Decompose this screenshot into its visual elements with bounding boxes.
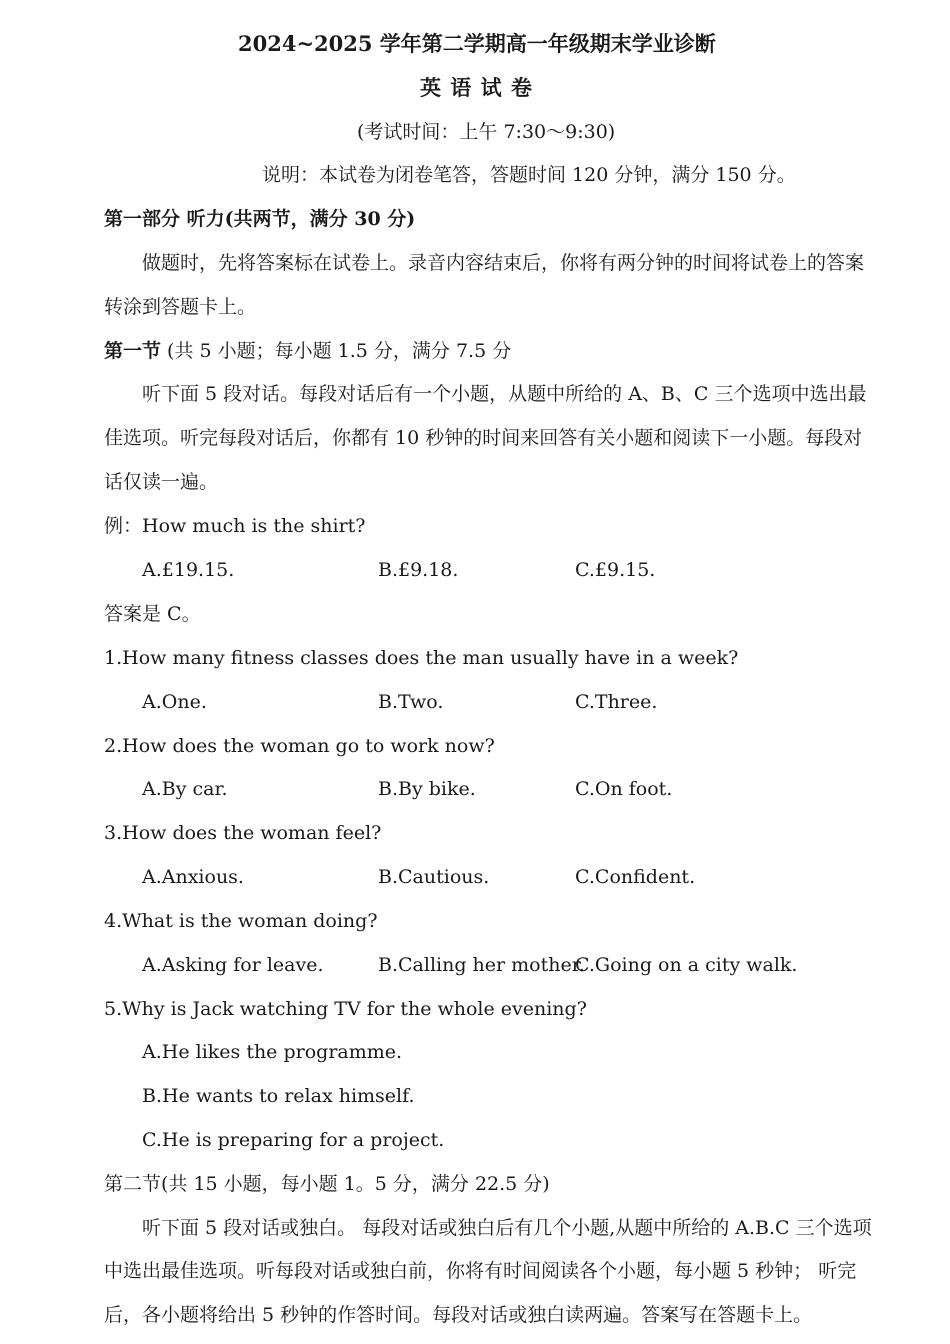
example-option-b: B.£9.18. [378,559,459,581]
section2-instr-line2: 中选出最佳选项。听每段对话或独白前，你将有时间阅读各个小题，每小题 5 秒钟； 听完 [104,1260,857,1282]
section2-heading: 第二节(共 15 小题，每小题 1。5 分，满分 22.5 分) [104,1173,550,1195]
question-2-option-a: A.By car. [142,778,228,800]
exam-subtitle: 英 语 试 卷 [420,75,533,100]
exam-time: (考试时间：上午 7:30～9:30) [357,121,616,143]
question-1-option-c: C.Three. [575,691,658,713]
question-1-option-b: B.Two. [378,691,444,713]
part1-heading: 第一部分 听力(共两节，满分 30 分) [104,208,416,230]
question-2-option-c: C.On foot. [575,778,673,800]
example-answer: 答案是 C。 [104,603,201,625]
question-2-option-b: B.By bike. [378,778,476,800]
example-question: 例：How much is the shirt? [104,515,366,537]
question-1-option-a: A.One. [142,691,207,713]
example-option-c: C.£9.15. [575,559,656,581]
section1-instr-line1: 听下面 5 段对话。每段对话后有一个小题，从题中所给的 A、B、C 三个选项中选出最 [142,383,867,405]
question-2: 2.How does the woman go to work now? [104,735,495,757]
question-3-option-b: B.Cautious. [378,866,490,888]
question-3-option-c: C.Confident. [575,866,696,888]
part1-intro-line1: 做题时，先将答案标在试卷上。录音内容结束后，你将有两分钟的时间将试卷上的答案 [142,252,865,274]
question-4: 4.What is the woman doing? [104,910,378,932]
part1-intro-line2: 转涂到答题卡上。 [104,296,257,318]
question-3: 3.How does the woman feel? [104,822,382,844]
question-3-option-a: A.Anxious. [142,866,244,888]
question-5: 5.Why is Jack watching TV for the whole evening? [104,998,587,1020]
question-5-option-a: A.He likes the programme. [142,1041,403,1063]
section2-instr-line3: 后，各小题将给出 5 秒钟的作答时间。每段对话或独白读两遍。答案写在答题卡上。 [104,1304,813,1326]
section1-instr-line3: 话仅读一遍。 [104,471,219,493]
question-5-option-c: C.He is preparing for a project. [142,1129,445,1151]
exam-title: 2024~2025 学年第二学期高一年级期末学业诊断 [238,31,716,56]
example-option-a: A.£19.15. [142,559,235,581]
section1-heading-label: 第一节 [104,340,162,362]
section2-instr-line1: 听下面 5 段对话或独白。 每段对话或独白后有几个小题,从题中所给的 A.B.C 三个选项 [142,1217,872,1239]
exam-note: 说明：本试卷为闭卷笔答，答题时间 120 分钟，满分 150 分。 [262,164,796,186]
section1-heading-detail: (共 5 小题；每小题 1.5 分，满分 7.5 分 [161,340,512,362]
section1-heading [104,339,511,363]
question-1: 1.How many fitness classes does the man usually have in a week? [104,647,739,669]
question-4-option-c: C.Going on a city walk. [575,954,798,976]
question-4-option-b: B.Calling her mother. [378,954,585,976]
section1-instr-line2: 佳选项。听完每段对话后，你都有 10 秒钟的时间来回答有关小题和阅读下一小题。每段对 [104,427,863,449]
question-5-option-b: B.He wants to relax himself. [142,1085,415,1107]
question-4-option-a: A.Asking for leave. [142,954,324,976]
